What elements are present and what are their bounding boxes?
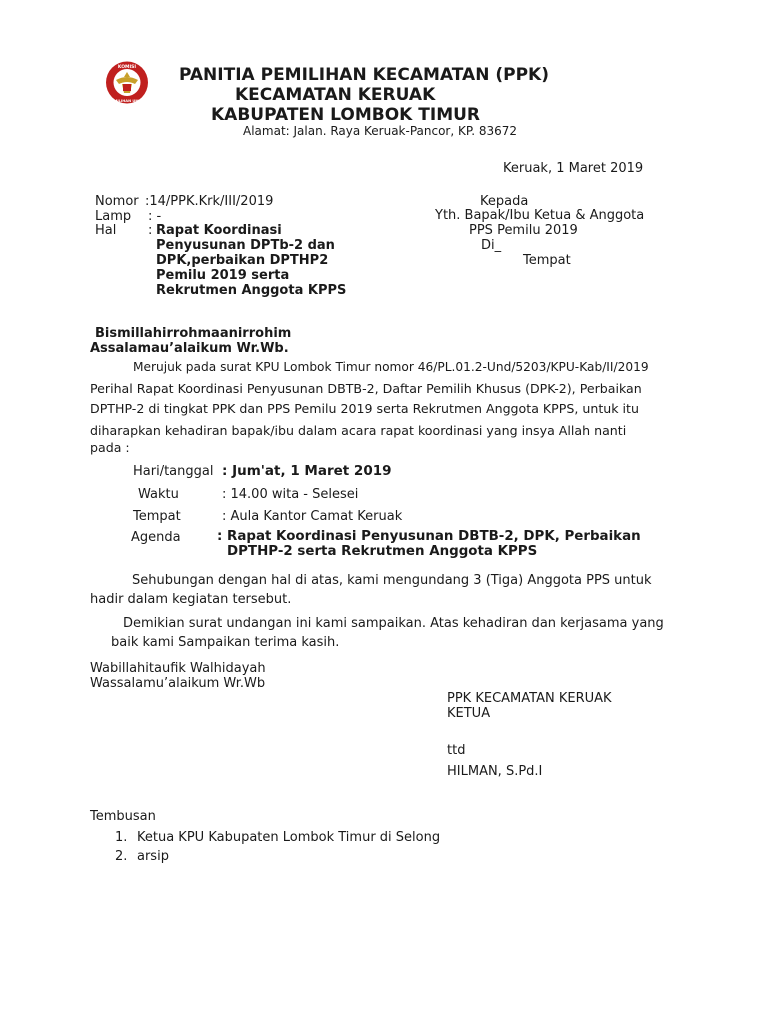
recipient-kepada: Kepada xyxy=(480,194,529,209)
svg-text:KOMISI: KOMISI xyxy=(117,65,137,70)
para2-line: Sehubungan dengan hal di atas, kami mengundang 3 (Tiga) Anggota PPS untuk xyxy=(132,573,652,588)
hal-line: DPK,perbaikan DPTHP2 xyxy=(156,253,329,268)
para2-line: hadir dalam kegiatan tersebut. xyxy=(90,592,292,607)
hal-label: Hal xyxy=(95,223,117,238)
letterhead-org-line1: PANITIA PEMILIHAN KECAMATAN (PPK) xyxy=(179,65,549,85)
cc-item-number: 2. xyxy=(115,849,128,864)
signature-org: PPK KECAMATAN KERUAK xyxy=(447,691,612,706)
schedule-waktu-value: : 14.00 wita - Selesei xyxy=(222,487,359,502)
salutation-bismillah: Bismillahirrohmaanirrohim xyxy=(95,326,292,341)
cc-item-text: arsip xyxy=(137,849,169,864)
svg-text:PEMILIHAN UMUM: PEMILIHAN UMUM xyxy=(108,99,146,103)
hal-line: Penyusunan DPTb-2 dan xyxy=(156,238,335,253)
kpu-logo xyxy=(92,60,162,105)
letterhead-address: Alamat: Jalan. Raya Keruak-Pancor, KP. 83672 xyxy=(243,124,518,138)
lamp-value: : - xyxy=(148,209,162,224)
lamp-label: Lamp xyxy=(95,209,132,224)
recipient-line3: Di_ xyxy=(481,238,502,253)
schedule-tempat-label: Tempat xyxy=(133,509,181,524)
nomor-value: :14/PPK.Krk/III/2019 xyxy=(145,194,274,209)
hal-line: Rekrutmen Anggota KPPS xyxy=(156,283,347,298)
recipient-line2: PPS Pemilu 2019 xyxy=(469,223,578,238)
recipient-line4: Tempat xyxy=(523,253,571,268)
hal-line: Pemilu 2019 serta xyxy=(156,268,290,283)
hal-line: Rapat Koordinasi xyxy=(156,223,282,238)
body-line: DPTHP-2 di tingkat PPK dan PPS Pemilu 2019 serta Rekrutmen Anggota KPPS, untuk itu xyxy=(90,401,639,416)
salutation-assalamualaikum: Assalamau’alaikum Wr.Wb. xyxy=(90,341,289,356)
schedule-waktu-label: Waktu xyxy=(138,487,179,502)
cc-title: Tembusan xyxy=(90,809,156,824)
hal-colon: : xyxy=(148,223,153,238)
date-line: Keruak, 1 Maret 2019 xyxy=(503,161,644,176)
closing-wassalamualaikum: Wassalamu’alaikum Wr.Wb xyxy=(90,676,266,691)
body-line: Perihal Rapat Koordinasi Penyusunan DBTB-2, Daftar Pemilih Khusus (DPK-2), Perbaikan xyxy=(90,381,642,396)
schedule-hari-value: : Jum'at, 1 Maret 2019 xyxy=(222,463,392,479)
body-line: diharapkan kehadiran bapak/ibu dalam acara rapat koordinasi yang insya Allah nanti xyxy=(90,423,627,438)
body-line: Merujuk pada surat KPU Lombok Timur nomor 46/PL.01.2-Und/5203/KPU-Kab/II/2019 xyxy=(133,360,649,374)
signature-name: HILMAN, S.Pd.I xyxy=(447,764,543,779)
para3-line: baik kami Sampaikan terima kasih. xyxy=(111,635,340,650)
para3-line: Demikian surat undangan ini kami sampaikan. Atas kehadiran dan kerjasama yang xyxy=(123,616,664,631)
signature-position: KETUA xyxy=(447,706,491,721)
schedule-tempat-value: : Aula Kantor Camat Keruak xyxy=(222,509,403,524)
schedule-agenda-value-line2: DPTHP-2 serta Rekrutmen Anggota KPPS xyxy=(227,544,538,559)
cc-item-number: 1. xyxy=(115,830,128,845)
letterhead-org-line2: KECAMATAN KERUAK xyxy=(235,85,436,105)
schedule-hari-label: Hari/tanggal xyxy=(133,464,214,479)
nomor-label: Nomor xyxy=(95,194,139,209)
body-line: pada : xyxy=(90,440,130,455)
closing-wabillahi: Wabillahitaufik Walhidayah xyxy=(90,661,266,676)
letterhead-org-line3: KABUPATEN LOMBOK TIMUR xyxy=(211,105,481,125)
recipient-line1: Yth. Bapak/Ibu Ketua & Anggota xyxy=(435,208,645,223)
schedule-agenda-value: : Rapat Koordinasi Penyusunan DBTB-2, DPK, Perbaikan xyxy=(217,529,641,544)
signature-ttd: ttd xyxy=(447,743,466,758)
schedule-agenda-label: Agenda xyxy=(131,530,181,545)
cc-item-text: Ketua KPU Kabupaten Lombok Timur di Selong xyxy=(137,830,441,845)
